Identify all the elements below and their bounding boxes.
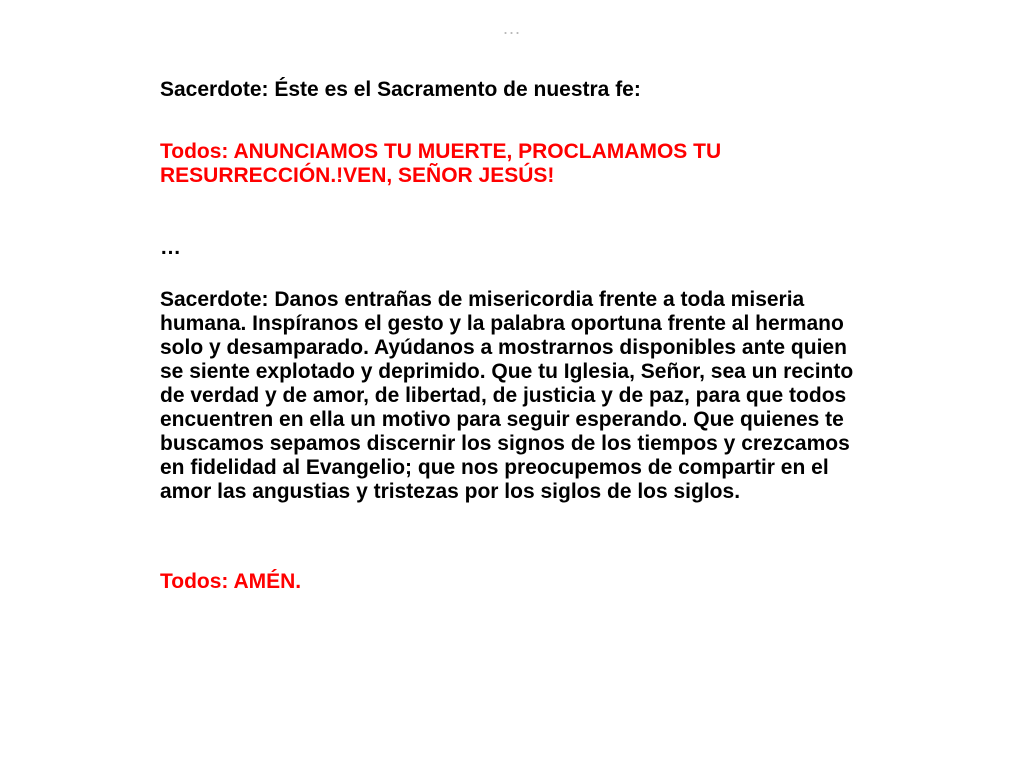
priest-prayer: Sacerdote: Danos entrañas de misericordia frente a toda miseria humana. Inspíranos el gesto y la palabra oportuna frente al hermano solo y desamparado. Ayúdanos a mostrarnos disponibles ante quien se siente explotado y deprimido. Que tu Iglesia, Señor, sea un recinto de verdad y de amor, de libertad, de justicia y de paz, para que todos encuentren en ella un motivo para seguir esperando. Que quienes te buscamos sepamos discernir los signos de los tiempos y crezcamos en fidelidad al Evangelio; que nos preocupemos de compartir en el amor las angustias y tristezas por los siglos de los siglos. (160, 288, 854, 503)
people-response-2: Todos: AMÉN. (160, 570, 302, 593)
people-response-1: Todos: ANUNCIAMOS TU MUERTE, PROCLAMAMOS TU RESURRECCIÓN.!VEN, SEÑOR JESÚS! (160, 140, 722, 187)
slide-title: ... (502, 18, 521, 38)
priest-line-1: Sacerdote: Éste es el Sacramento de nuestra fe: (160, 78, 641, 101)
ellipsis: … (160, 236, 181, 259)
